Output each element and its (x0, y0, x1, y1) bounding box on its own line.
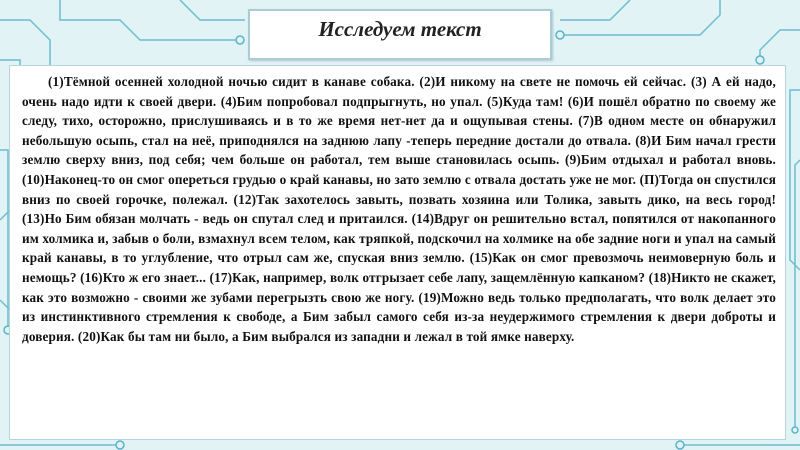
slide-title: Исследуем текст (318, 17, 482, 41)
title-box (248, 9, 552, 60)
story-text: (1)Тёмной осенней холодной ночью сидит в канаве собака. (2)И никому на свете не помочь ей сейчас. (3) А ей надо, очень надо идти к своей двери. (4)Бим попробовал подпрыгнуть, но упал. (5)Куда там! (6)И пошёл обратно по своему же следу, тихо, осторожно, прислушиваясь и в то же время нет-нет да и ощупывая стены. (7)В одном месте он обнаружил небольшую осыпь, стал на неё, приподнялся на заднюю лапу -теперь передние достали до отвала. (8)И Бим начал грести землю сверху вниз, под себя; чем больше он работал, тем выше становилась осыпь. (9)Бим отдыхал и работал вновь. (10)Наконец-то он смог опереться грудью о край канавы, но зато землю с отвала достать уже не мог. (П)Тогда он спустился вниз по своей горочке, полежал. (12)Так захотелось завыть, позвать хозяина или Толика, завыть дико, на весь город! (13)Но Бим обязан молчать - ведь он спутал след и притаился. (14)Вдруг он решительно встал, попятился от накопанного им холмика и, забыв о боли, взмахнул всем телом, как тряпкой, подскочил на холмике на обе задние ноги и упал на самый край канавы, в то углубление, что отрыл сам же, спуская вниз землю. (15)Как он смог превозмочь неимоверную боль и немощь? (16)Кто ж его знает... (17)Как, например, волк отгрызает себе лапу, защемлённую капканом? (18)Никто не скажет, как это возможно - своими же зубами перегрызть свою же ногу. (19)Можно ведь только предполагать, что волк делает это из инстинктивного стремления к свободе, а Бим забыл самого себя из-за неудержимого стремления к двери доброты и доверия. (20)Как бы там ни было, а Бим выбрался из западни и лежал в той ямке наверху. (22, 74, 776, 344)
text-card (9, 65, 786, 440)
